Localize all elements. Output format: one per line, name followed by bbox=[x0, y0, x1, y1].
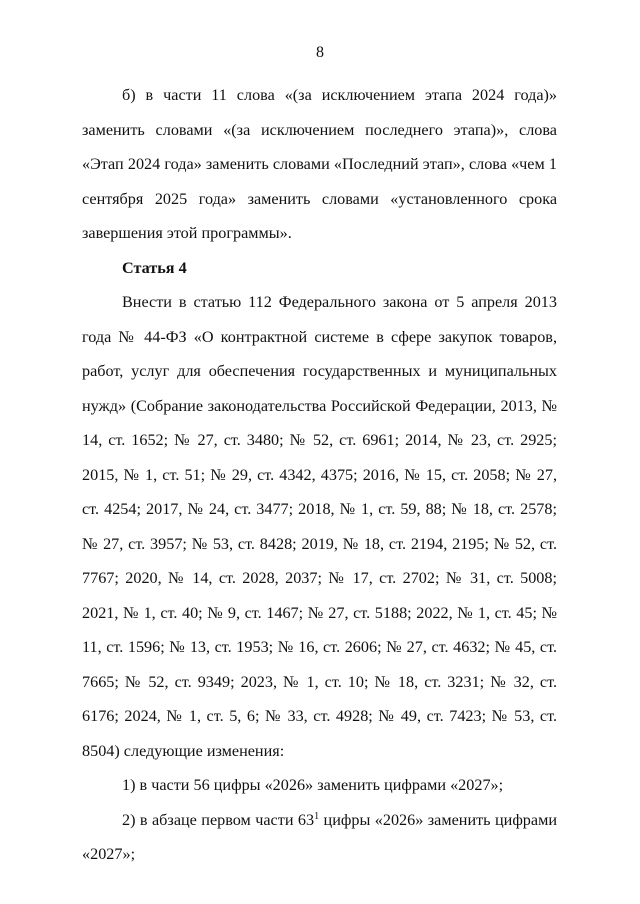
amendment-item-2-text-before: 2) в абзаце первом части 63 bbox=[122, 810, 315, 829]
document-body bbox=[82, 78, 557, 872]
amendment-item-1: 1) в части 56 цифры «2026» заменить цифрами «2027»; bbox=[122, 776, 504, 794]
article-intro-paragraph: Внести в статью 112 Федерального закона от 5 апреля 2013 года № 44-ФЗ «О контрактной системе в сфере закупок товаров, работ, услуг для обеспечения государственных и муниципальных нужд» (Собрание законодательства Российской Федерации, 2013, № 14, ст. 1652; № 27, ст. 3480; № 52, ст. 6961; 2014, № 23, ст. 2925; 2015, № 1, ст. 51; № 29, ст. 4342, 4375; 2016, № 15, ст. 2058; № 27, ст. 4254; 2017, № 24, ст. 3477; 2018, № 1, ст. 59, 88; № 18, ст. 2578; № 27, ст. 3957; № 53, ст. 8428; 2019, № 18, ст. 2194, 2195; № 52, ст. 7767; 2020, № 14, ст. 2028, 2037; № 17, ст. 2702; № 31, ст. 5008; 2021, № 1, ст. 40; № 9, ст. 1467; № 27, ст. 5188; 2022, № 1, ст. 45; № 11, ст. 1596; № 13, ст. 1953; № 16, ст. 2606; № 27, ст. 4632; № 45, ст. 7665; № 52, ст. 9349; 2023, № 1, ст. 10; № 18, ст. 3231; № 32, ст. 6176; 2024, № 1, ст. 5, 6; № 33, ст. 4928; № 49, ст. 7423; № 53, ст. 8504) следующие изменения: bbox=[82, 293, 557, 760]
amendment-item-2-superscript: 1 bbox=[314, 810, 320, 822]
page-number: 8 bbox=[316, 44, 324, 61]
amendment-b-paragraph: б) в части 11 слова «(за исключением этапа 2024 года)» заменить словами «(за исключением последнего этапа)», слова «Этап 2024 года» заменить словами «Последний этап», слова «чем 1 сентября 2025 года» заменить словами «установленного срока завершения этой программы». bbox=[82, 86, 557, 242]
amendment-item-2-text-after: цифры «2026» заменить цифрами «2027»; bbox=[82, 810, 557, 863]
amendment-item-2 bbox=[82, 803, 557, 872]
article-title: Статья 4 bbox=[122, 258, 187, 277]
